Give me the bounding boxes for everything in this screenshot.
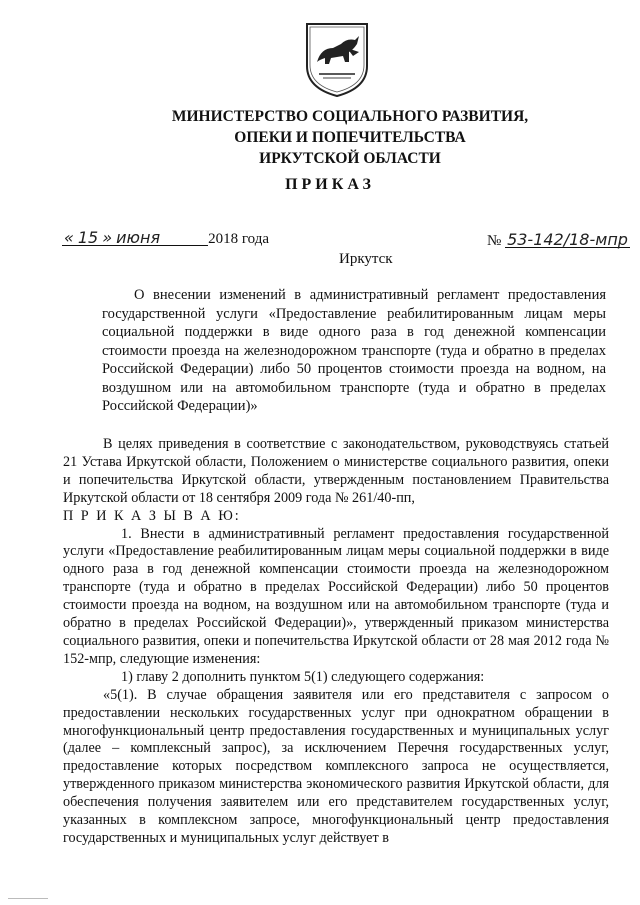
- ministry-name: [150, 106, 550, 169]
- preamble-paragraph: В целях приведения в соответствие с законодательством, руководствуясь статьей 21 Устава Иркутской области, Положением о министерстве социального развития, опеки и попечительства Иркутской области, утвержденным постановлением Правительства Иркутской области от 18 сентября 2009 года № 261/40-пп,: [63, 436, 609, 506]
- number-value: 53-142/18-мпр: [507, 230, 628, 249]
- ministry-line-1: МИНИСТЕРСТВО СОЦИАЛЬНОГО РАЗВИТИЯ,: [171, 108, 529, 125]
- date-close-quote: »: [102, 228, 113, 247]
- order-word: П Р И К А З Ы В А Ю:: [63, 507, 241, 524]
- city: Иркутск: [339, 251, 393, 267]
- ministry-line-2: ОПЕКИ И ПОПЕЧИТЕЛЬСТВА: [234, 129, 466, 146]
- page-divider: [8, 898, 48, 899]
- date-year: 2018 года: [208, 231, 269, 247]
- document-type-title: ПРИКАЗ: [285, 176, 375, 193]
- number-prefix: №: [487, 233, 502, 249]
- item-1-paragraph: 1. Внести в административный регламент предоставления государственной услуги «Предоставление реабилитированным лицам меры социальной поддержки в виде одного раза в год денежной компенсации стоимости проезда на железнодорожном транспорте (туда и обратно в пределах Российской Федерации) либо 50 процентов стоимости проезда на водном, на воздушном или на автомобильном транспорте (туда и обратно в пределах Российской Федерации)», утвержденный приказом министерства социального развития, опеки и попечительства Иркутской области от 28 мая 2012 года № 152-мпр, следующие изменения:: [63, 525, 609, 667]
- ministry-line-3: ИРКУТСКОЙ ОБЛАСТИ: [259, 150, 441, 167]
- date-month: июня: [114, 230, 208, 246]
- point-5-1-paragraph: «5(1). В случае обращения заявителя или его представителя с запросом о предоставлении нескольких государственных услуг при однократном обращении в многофункциональный центр предоставления государственных и муниципальных услуг (далее – комплексный запрос), за исключением Перечня государственных услуг, предоставление которых посредством комплексного запроса не осуществляется, утвержденного приказом министерства экономического развития Иркутской области, для обеспечения получения заявителем или его представителем государственных услуг, указанных в комплексном запросе, многофункциональный центр предоставления государственных и муниципальных услуг действует в: [63, 686, 609, 846]
- sub-item-1-paragraph: 1) главу 2 дополнить пунктом 5(1) следующего содержания:: [121, 668, 485, 685]
- order-number: [487, 232, 630, 250]
- date-open-quote: «: [64, 228, 74, 247]
- date-day: 15: [77, 228, 99, 247]
- order-body: [63, 436, 609, 848]
- subject-text: О внесении изменений в административный регламент предоставления государственной услуги «Предоставление реабилитированным лицам меры социальной поддержки в виде одного раза в год денежной компенсации стоимости проезда на железнодорожном транспорте (туда и обратно в пределах Российской Федерации) либо 50 процентов стоимости проезда на водном, на воздушном или на автомобильном транспорте (туда и обратно в пределах Российской Федерации)»: [102, 287, 606, 414]
- irkutsk-coat-of-arms-icon: [301, 18, 373, 100]
- order-date: [62, 230, 269, 248]
- order-subject: [102, 286, 606, 416]
